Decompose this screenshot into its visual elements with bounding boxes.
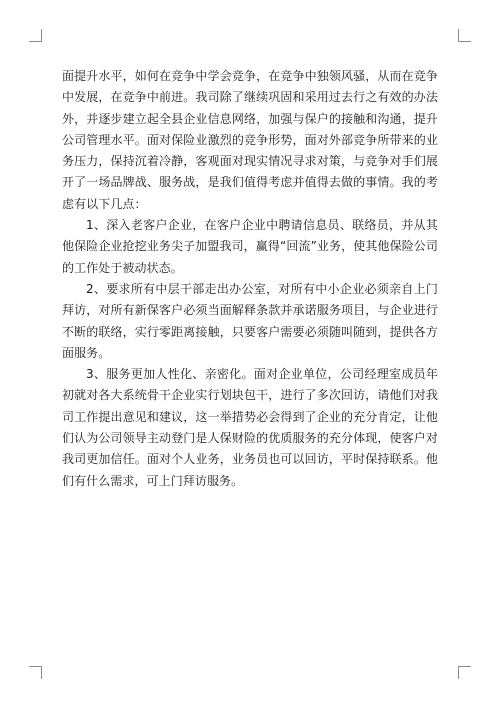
crop-mark-top-right: [458, 29, 471, 42]
crop-mark-top-left: [29, 29, 42, 42]
paragraph-continuation: 面提升水平，如何在竞争中学会竞争，在竞争中独领风骚，从而在竞争中发展，在竞争中前进。我司除了继续巩固和采用过去行之有效的办法外，并逐步建立起全县企业信息网络，加强与保户的接触和沟通，提升公司管理水平。面对保险业激烈的竞争形势，面对外部竞争所带来的业务压力，保持沉着冷静，客观面对现实情况寻求对策，与竞争对手们展开了一场品牌战、服务战，是我们值得考虑并值得去做的事情。我的考虑有以下几点：: [62, 69, 438, 211]
document-body: [62, 66, 438, 492]
paragraph-point-2: 2、要求所有中层干部走出办公室，对所有中小企业必须亲自上门拜访，对所有新保客户必须当面解释条款并承诺服务项目，与企业进行不断的联络，实行零距离接触，只要客户需要必须随叫随到，提供各方面服务。: [62, 281, 438, 360]
crop-mark-bottom-right: [458, 666, 471, 679]
paragraph-point-1: 1、深入老客户企业，在客户企业中聘请信息员、联络员，并从其他保险企业抢挖业务尖子加盟我司，赢得“回流”业务，使其他保险公司的工作处于被动状态。: [62, 218, 438, 275]
crop-mark-bottom-left: [29, 666, 42, 679]
paragraph-point-3: 3、服务更加人性化、亲密化。面对企业单位，公司经理室成员年初就对各大系统骨干企业实行划块包干，进行了多次回访，请他们对我司工作提出意见和建议，这一举措势必会得到了企业的充分肯定，让他们认为公司领导主动登门是人保财险的优质服务的充分体现，使客户对我司更加信任。面对个人业务，业务员也可以回访，平时保持联系。他们有什么需求，可上门拜访服务。: [62, 367, 438, 488]
